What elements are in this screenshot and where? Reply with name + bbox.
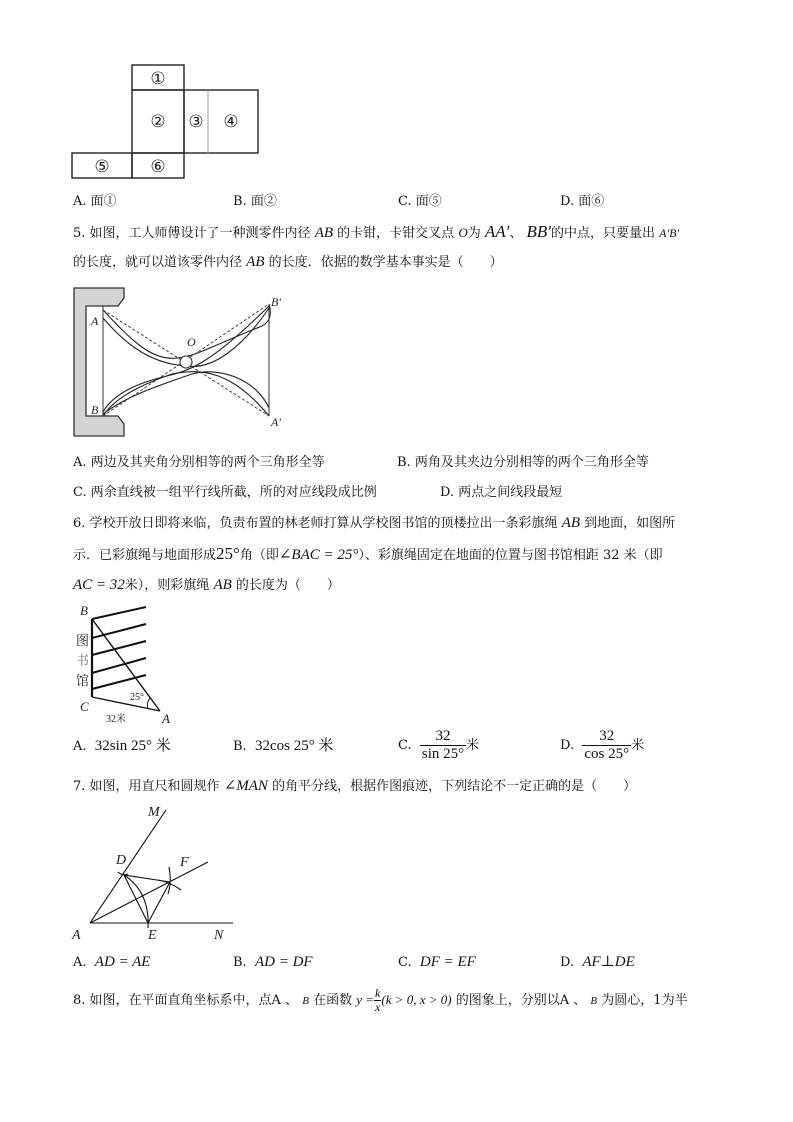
label-building-3: 馆 bbox=[76, 673, 90, 688]
option-text: 面① bbox=[90, 194, 117, 209]
math-ac: AC = 32 bbox=[73, 577, 125, 593]
library-figure bbox=[62, 603, 192, 725]
option-text: 面② bbox=[250, 194, 277, 209]
flag-line bbox=[92, 658, 146, 673]
q6-option-c[interactable] bbox=[398, 728, 479, 764]
option-letter: C. bbox=[398, 194, 412, 209]
option-text: 两角及其夹边分别相等的两个三角形全等 bbox=[414, 455, 649, 470]
fraction-k-over-x: $\frac{k}{x}$ bbox=[375, 986, 381, 1014]
label-c: C bbox=[80, 699, 89, 714]
caliper-figure bbox=[72, 286, 297, 442]
q8-question-line: 8. 如图，在平面直角坐标系中，点A 、 B 在函数 y = $\frac{k}{x}$ (k > 0, x > 0) 的图象上，分别以A 、 B 为圆心，1为半 bbox=[73, 986, 688, 1014]
option-text: AD = DF bbox=[254, 954, 313, 970]
label-m: M bbox=[148, 805, 160, 820]
net-label-6: ⑥ bbox=[150, 157, 166, 176]
label-d: D bbox=[116, 853, 127, 868]
math-aa-prime: AA′ bbox=[484, 222, 510, 241]
q6-option-d[interactable] bbox=[560, 728, 644, 764]
arc-f-1 bbox=[168, 867, 170, 894]
math-b: B bbox=[590, 995, 598, 1007]
math-o: O bbox=[458, 225, 468, 240]
option-letter: C. bbox=[398, 955, 412, 970]
q4-option-d[interactable] bbox=[560, 193, 604, 211]
flag-line bbox=[92, 641, 146, 655]
fraction: $\frac{32}{\cos 25^\circ}$ bbox=[584, 728, 630, 762]
option-unit: 米 bbox=[631, 738, 645, 753]
q5-option-a[interactable] bbox=[73, 454, 325, 472]
caliper-arm bbox=[103, 372, 269, 416]
option-text: AD = AE bbox=[94, 954, 151, 970]
option-text: 面⑤ bbox=[415, 194, 442, 209]
q7-question-line: 7. 如图，用直尺和圆规作 ∠MAN 的角平分线，根据作图痕迹，下列结论不一定正确的是（ ） bbox=[73, 778, 637, 794]
q6-question-line-3: AC = 32米），则彩旗绳 AB 的长度为（ ） bbox=[73, 577, 340, 593]
math-b: B bbox=[302, 995, 309, 1007]
label-building-2: 书 bbox=[76, 653, 90, 668]
q7-option-d[interactable] bbox=[560, 953, 635, 972]
rope-line-ab bbox=[92, 619, 160, 711]
q6-option-a[interactable] bbox=[73, 737, 171, 756]
segment-ef bbox=[148, 882, 170, 923]
option-letter: C. bbox=[73, 485, 87, 500]
option-letter: D. bbox=[440, 485, 455, 500]
label-b: B bbox=[80, 603, 88, 618]
option-unit: 米 bbox=[466, 738, 480, 753]
q4-option-b[interactable] bbox=[233, 193, 277, 211]
net-label-5: ⑤ bbox=[94, 157, 110, 176]
option-letter: B. bbox=[397, 455, 411, 470]
q4-option-c[interactable] bbox=[398, 193, 442, 211]
q5-question-line-2: 的长度，就可以道该零件内径 AB 的长度．依据的数学基本事实是（ ） bbox=[73, 254, 503, 270]
option-letter: C. bbox=[398, 738, 412, 753]
option-letter: B. bbox=[233, 194, 247, 209]
pivot-circle bbox=[180, 356, 192, 368]
angle-bisector-figure bbox=[68, 802, 243, 942]
label-n: N bbox=[214, 928, 224, 942]
caliper-arm bbox=[103, 304, 270, 358]
label-a: A bbox=[72, 928, 81, 942]
q7-option-a[interactable] bbox=[73, 953, 150, 972]
math-ab: AB bbox=[246, 254, 265, 270]
ray-af bbox=[90, 862, 208, 923]
angle-arc bbox=[147, 698, 150, 709]
net-label-3: ③ bbox=[188, 112, 204, 131]
label-a: A bbox=[162, 711, 170, 725]
math-ab: AB bbox=[314, 225, 334, 241]
q5-question-line-1: 5. 如图，工人师傅设计了一种测零件内径 AB 的卡钳，卡钳交叉点 O为 AA′、 BB′的中点，只要量出 A′B′ bbox=[73, 222, 680, 241]
label-a: A bbox=[91, 314, 99, 328]
option-text: 两点之间线段最短 bbox=[458, 485, 563, 500]
option-letter: B. bbox=[233, 739, 247, 754]
option-text: 32sin 25° 米 bbox=[94, 738, 171, 754]
option-letter: A. bbox=[73, 955, 87, 970]
cube-net-figure bbox=[70, 64, 262, 182]
label-distance: 32米 bbox=[106, 714, 126, 725]
option-text: 32cos 25° 米 bbox=[254, 738, 334, 754]
option-letter: D. bbox=[560, 955, 575, 970]
q6-question-line-2: 示．已彩旗绳与地面形成25°角（即∠BAC = 25°）、彩旗绳固定在地面的位置与图书馆相距 32 米（即 bbox=[73, 544, 663, 563]
option-letter: A. bbox=[73, 455, 87, 470]
q6-option-b[interactable] bbox=[233, 737, 333, 756]
label-a-prime: A′ bbox=[271, 415, 281, 429]
math-angle-bac: ∠BAC = 25° bbox=[278, 547, 359, 563]
math-condition: (k > 0, x > 0) bbox=[381, 992, 452, 1007]
option-letter: A. bbox=[73, 194, 87, 209]
net-label-4: ④ bbox=[223, 112, 239, 131]
label-angle: 25° bbox=[130, 692, 144, 703]
q7-option-b[interactable] bbox=[233, 953, 313, 972]
label-f: F bbox=[180, 855, 189, 870]
option-letter: D. bbox=[560, 194, 575, 209]
label-b: B bbox=[91, 403, 99, 417]
option-text: 面⑥ bbox=[578, 194, 605, 209]
net-label-1: ① bbox=[150, 69, 166, 88]
math-angle: 25° bbox=[216, 544, 240, 563]
option-text: AF⊥DE bbox=[582, 954, 635, 970]
q5-option-c[interactable] bbox=[73, 484, 377, 502]
math-bb-prime: BB′ bbox=[526, 222, 552, 241]
math-ab: AB bbox=[561, 515, 581, 531]
option-text: 两余直线被一组平行线所截，所的对应线段成比例 bbox=[90, 485, 377, 500]
label-e: E bbox=[148, 928, 157, 942]
label-o: O bbox=[187, 335, 196, 349]
q6-question-line-1: 6. 学校开放日即将来临，负责布置的林老师打算从学校图书馆的顶楼拉出一条彩旗绳 AB 到地面，如图所 bbox=[73, 515, 676, 531]
math-ab: AB bbox=[213, 577, 232, 593]
option-letter: A. bbox=[73, 739, 87, 754]
fraction: $\frac{32}{\sin 25^\circ}$ bbox=[421, 728, 465, 762]
math-y: y = bbox=[356, 992, 375, 1007]
label-b-prime: B′ bbox=[271, 295, 281, 309]
option-text: 两边及其夹角分别相等的两个三角形全等 bbox=[90, 455, 325, 470]
q4-option-a[interactable] bbox=[73, 193, 117, 211]
ray-am bbox=[90, 810, 166, 923]
math-angle-man: ∠MAN bbox=[223, 778, 268, 794]
part-body bbox=[74, 288, 124, 436]
q7-option-c[interactable] bbox=[398, 953, 476, 972]
option-text: DF = EF bbox=[419, 954, 476, 970]
flag-line bbox=[92, 607, 146, 619]
option-letter: B. bbox=[233, 955, 247, 970]
q5-option-d[interactable] bbox=[440, 484, 562, 502]
label-building-1: 图 bbox=[76, 633, 90, 648]
net-label-2: ② bbox=[150, 112, 166, 131]
math-a-prime-b-prime: A′B′ bbox=[659, 226, 680, 240]
q5-option-b[interactable] bbox=[397, 454, 649, 472]
option-letter: D. bbox=[560, 738, 575, 753]
